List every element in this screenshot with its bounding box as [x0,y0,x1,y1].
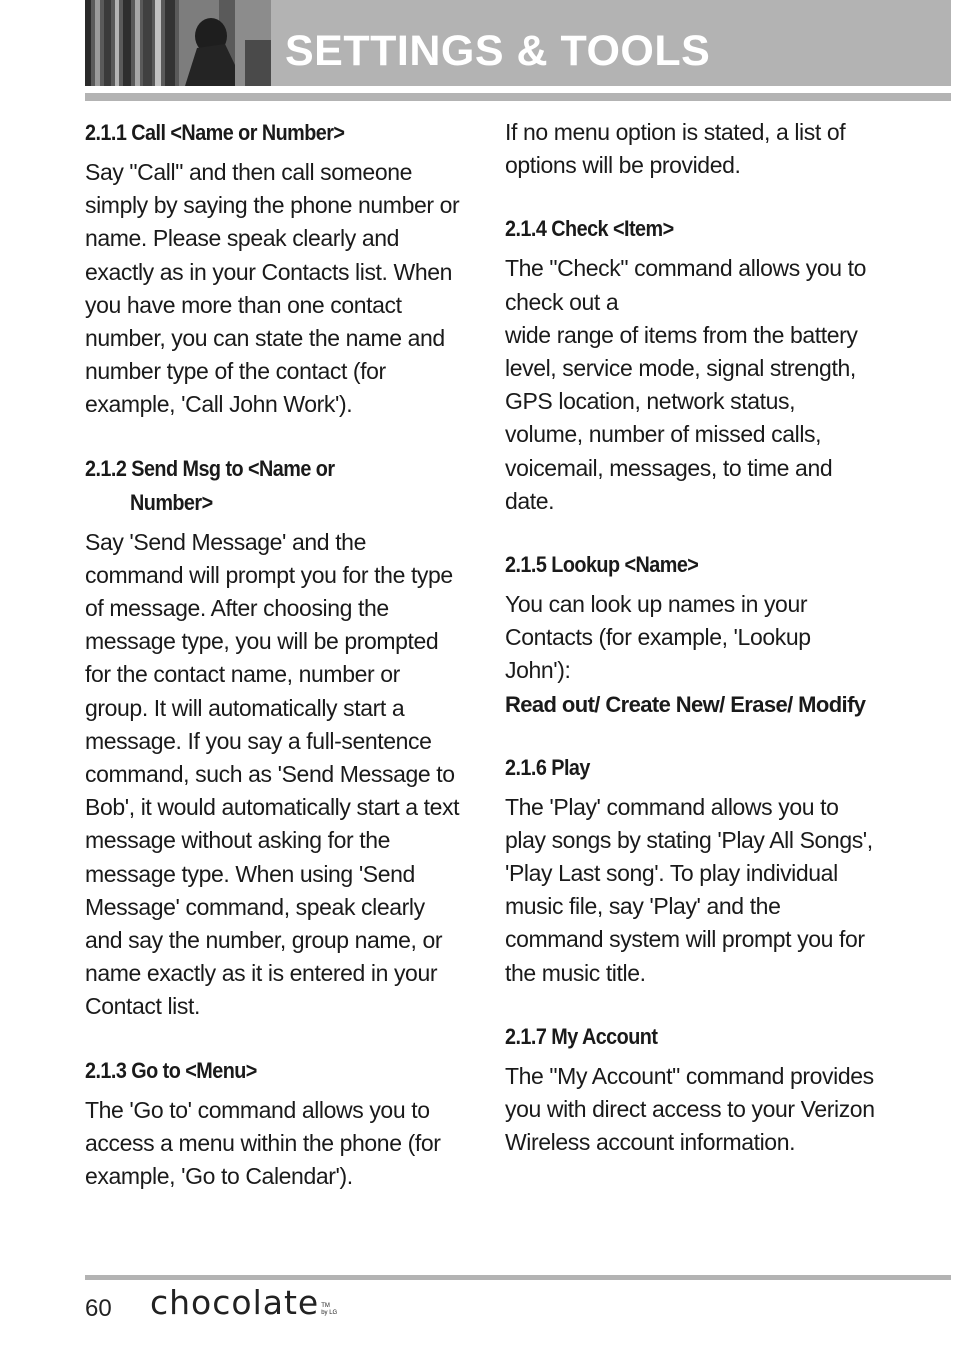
right-column [505,116,875,1159]
section-heading-2-1-1: 2.1.1 Call <Name or Number> [85,120,345,145]
section-options-2-1-5: Read out/ Create New/ Erase/ Modify [505,691,866,717]
section-heading-2-1-7: 2.1.7 My Account [505,1023,658,1049]
page-title: SETTINGS & TOOLS [285,27,711,75]
logo-tm: TM [321,1303,330,1309]
section-body-2-1-4-line2: wide range of items from the battery level, service mode, signal strength, GPS location, network status, volume, number of missed calls, voicemail, messages, to time and date. [505,321,858,514]
section-body-2-1-1: Say "Call" and then call someone simply by saying the phone number or name. Please speak clearly and exactly as in your Contacts list. When you have more than one contact number, you can state the name and number type of the contact (for example, 'Call John Work'). [85,159,460,418]
section-body-2-1-3: The 'Go to' command allows you to access a menu within the phone (for example, 'Go to Calendar'). [85,1096,441,1190]
logo-subtext [321,1303,337,1317]
section-heading-2-1-2-line1: 2.1.2 Send Msg to <Name or [85,455,335,481]
page-header [85,0,951,86]
chocolate-logo [150,1283,338,1322]
section-heading-2-1-5: 2.1.5 Lookup <Name> [505,552,699,578]
section-body-2-1-2: Say 'Send Message' and the command will prompt you for the type of message. After choosing the message type, you will be prompted for the contact name, number or group. It will automatically start a message. If you say a full-sentence command, such as 'Send Message to Bob', it would automatically start a text message without asking for the message type. When using 'Send Message' command, speak clearly and say the number, group name, or name exactly as it is entered in your Contact list. [85,528,460,1020]
section-body-2-1-4 [505,252,875,518]
section-heading-2-1-3: 2.1.3 Go to <Menu> [85,1057,257,1083]
section-heading-2-1-2 [85,452,423,520]
section-heading-2-1-4: 2.1.4 Check <Item> [505,216,674,242]
page-number: 60 [85,1295,112,1322]
section-heading-2-1-2-line2: Number> [130,489,213,515]
footer-divider [85,1275,951,1280]
section-body-2-1-5: You can look up names in your Contacts (for example, 'Lookup John'): [505,591,811,684]
logo-wordmark: chocolate [150,1283,320,1322]
section-body-2-1-4-line1: The "Check" command allows you to check out a [505,255,867,315]
section-body-2-1-3-continued: If no menu option is stated, a list of options will be provided. [505,119,846,179]
logo-by-lg: by LG [321,1310,338,1316]
section-body-2-1-7: The "My Account" command provides you with direct access to your Verizon Wireless account information. [505,1062,875,1156]
header-divider [85,93,951,101]
header-photo [85,0,271,86]
left-column [85,116,460,1193]
section-body-2-1-6: The 'Play' command allows you to play songs by stating 'Play All Songs', 'Play Last song'. To play individual music file, say 'Play' and the command system will prompt you for the music title. [505,793,873,986]
section-heading-2-1-6: 2.1.6 Play [505,754,590,780]
